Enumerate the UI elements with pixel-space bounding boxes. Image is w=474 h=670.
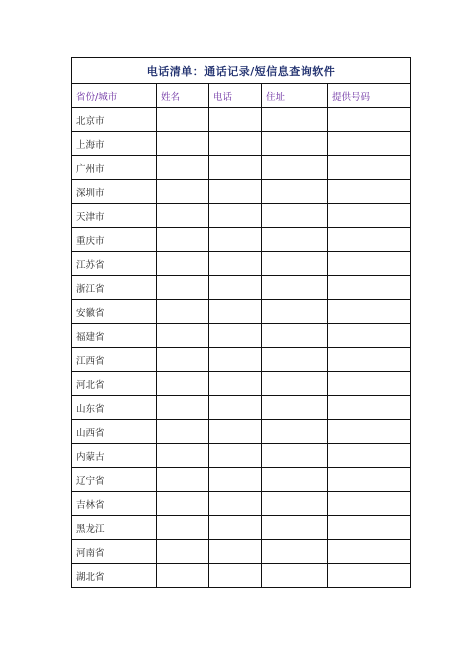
provided-number-cell — [328, 492, 411, 516]
region-cell: 重庆市 — [72, 228, 157, 252]
region-cell: 内蒙古 — [72, 444, 157, 468]
provided-number-cell — [328, 468, 411, 492]
table-row — [72, 276, 411, 300]
document-title: 电话清单：通话记录/短信息查询软件 — [72, 58, 411, 84]
header-row — [72, 84, 411, 108]
name-cell — [157, 108, 209, 132]
phone-cell — [209, 156, 262, 180]
phone-cell — [209, 420, 262, 444]
phone-cell — [209, 564, 262, 588]
column-header-name: 姓名 — [157, 84, 209, 108]
table-row — [72, 468, 411, 492]
name-cell — [157, 396, 209, 420]
address-cell — [262, 228, 328, 252]
region-cell: 浙江省 — [72, 276, 157, 300]
table-row — [72, 348, 411, 372]
address-cell — [262, 420, 328, 444]
name-cell — [157, 372, 209, 396]
region-cell: 江苏省 — [72, 252, 157, 276]
region-cell: 北京市 — [72, 108, 157, 132]
address-cell — [262, 396, 328, 420]
name-cell — [157, 420, 209, 444]
name-cell — [157, 492, 209, 516]
table-row — [72, 420, 411, 444]
title-row — [72, 58, 411, 84]
table-row — [72, 324, 411, 348]
address-cell — [262, 156, 328, 180]
phone-cell — [209, 132, 262, 156]
table-row — [72, 204, 411, 228]
address-cell — [262, 540, 328, 564]
phone-cell — [209, 492, 262, 516]
address-cell — [262, 468, 328, 492]
phone-cell — [209, 300, 262, 324]
provided-number-cell — [328, 276, 411, 300]
region-cell: 上海市 — [72, 132, 157, 156]
name-cell — [157, 516, 209, 540]
name-cell — [157, 252, 209, 276]
region-cell: 天津市 — [72, 204, 157, 228]
table-row — [72, 444, 411, 468]
address-cell — [262, 108, 328, 132]
provided-number-cell — [328, 252, 411, 276]
region-cell: 广州市 — [72, 156, 157, 180]
phone-cell — [209, 204, 262, 228]
phone-cell — [209, 372, 262, 396]
table-body — [72, 108, 411, 588]
name-cell — [157, 300, 209, 324]
address-cell — [262, 564, 328, 588]
phone-cell — [209, 252, 262, 276]
name-cell — [157, 276, 209, 300]
region-cell: 福建省 — [72, 324, 157, 348]
column-header-region: 省份/城市 — [72, 84, 157, 108]
phone-list-table — [71, 57, 411, 588]
phone-cell — [209, 348, 262, 372]
phone-cell — [209, 180, 262, 204]
table-row — [72, 396, 411, 420]
address-cell — [262, 372, 328, 396]
provided-number-cell — [328, 180, 411, 204]
name-cell — [157, 324, 209, 348]
provided-number-cell — [328, 300, 411, 324]
table-row — [72, 180, 411, 204]
phone-cell — [209, 108, 262, 132]
phone-cell — [209, 468, 262, 492]
address-cell — [262, 300, 328, 324]
provided-number-cell — [328, 420, 411, 444]
name-cell — [157, 156, 209, 180]
address-cell — [262, 516, 328, 540]
phone-cell — [209, 444, 262, 468]
provided-number-cell — [328, 132, 411, 156]
address-cell — [262, 204, 328, 228]
name-cell — [157, 468, 209, 492]
provided-number-cell — [328, 564, 411, 588]
table-row — [72, 564, 411, 588]
name-cell — [157, 540, 209, 564]
name-cell — [157, 180, 209, 204]
region-cell: 山东省 — [72, 396, 157, 420]
provided-number-cell — [328, 348, 411, 372]
provided-number-cell — [328, 108, 411, 132]
column-header-address: 住址 — [262, 84, 328, 108]
name-cell — [157, 444, 209, 468]
address-cell — [262, 132, 328, 156]
phone-cell — [209, 516, 262, 540]
table-row — [72, 132, 411, 156]
address-cell — [262, 348, 328, 372]
table-row — [72, 156, 411, 180]
name-cell — [157, 132, 209, 156]
table-row — [72, 108, 411, 132]
address-cell — [262, 276, 328, 300]
address-cell — [262, 324, 328, 348]
region-cell: 山西省 — [72, 420, 157, 444]
provided-number-cell — [328, 204, 411, 228]
table-row — [72, 252, 411, 276]
provided-number-cell — [328, 324, 411, 348]
address-cell — [262, 492, 328, 516]
phone-cell — [209, 540, 262, 564]
table-row — [72, 516, 411, 540]
name-cell — [157, 348, 209, 372]
provided-number-cell — [328, 156, 411, 180]
address-cell — [262, 444, 328, 468]
column-header-phone: 电话 — [209, 84, 262, 108]
region-cell: 安徽省 — [72, 300, 157, 324]
phone-cell — [209, 276, 262, 300]
provided-number-cell — [328, 396, 411, 420]
region-cell: 吉林省 — [72, 492, 157, 516]
phone-cell — [209, 396, 262, 420]
table-row — [72, 372, 411, 396]
provided-number-cell — [328, 372, 411, 396]
table-row — [72, 300, 411, 324]
region-cell: 湖北省 — [72, 564, 157, 588]
region-cell: 黑龙江 — [72, 516, 157, 540]
table-row — [72, 492, 411, 516]
column-header-provided-number: 提供号码 — [328, 84, 411, 108]
region-cell: 深圳市 — [72, 180, 157, 204]
phone-cell — [209, 228, 262, 252]
provided-number-cell — [328, 444, 411, 468]
region-cell: 河南省 — [72, 540, 157, 564]
name-cell — [157, 204, 209, 228]
provided-number-cell — [328, 516, 411, 540]
address-cell — [262, 252, 328, 276]
address-cell — [262, 180, 328, 204]
table-row — [72, 540, 411, 564]
region-cell: 江西省 — [72, 348, 157, 372]
provided-number-cell — [328, 540, 411, 564]
table-row — [72, 228, 411, 252]
provided-number-cell — [328, 228, 411, 252]
region-cell: 辽宁省 — [72, 468, 157, 492]
name-cell — [157, 564, 209, 588]
region-cell: 河北省 — [72, 372, 157, 396]
phone-cell — [209, 324, 262, 348]
name-cell — [157, 228, 209, 252]
